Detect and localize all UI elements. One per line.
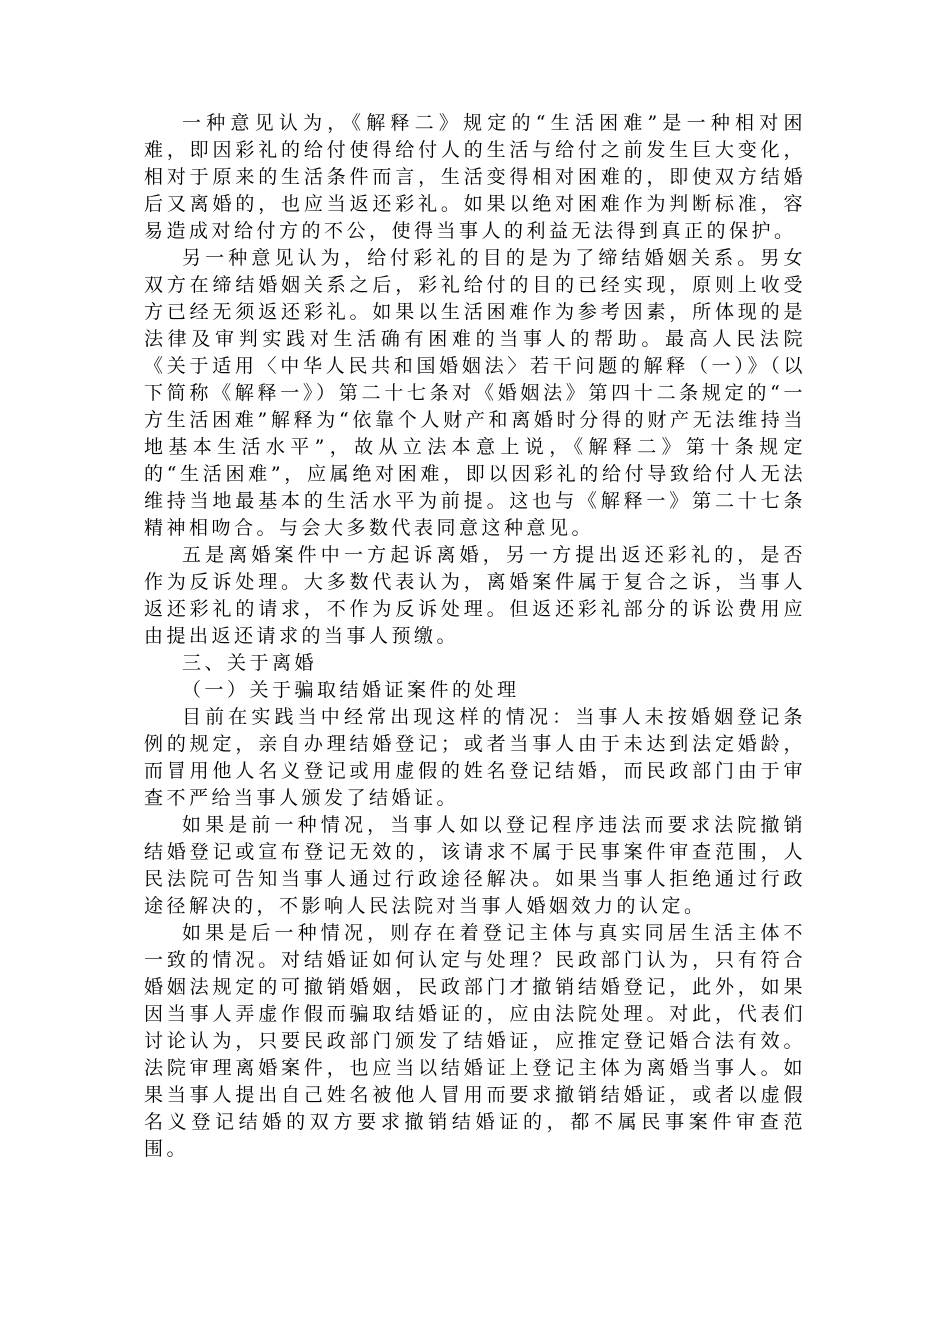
paragraph-practice-situation: 目前在实践当中经常出现这样的情况：当事人未按婚姻登记条例的规定，亲自办理结婚登记；或者当事人由于未达到法定婚龄，而冒用他人名义登记或用虚假的姓名登记结婚，而民政部门由于审查不严给当事人颁发了结婚证。: [144, 706, 806, 809]
document-page: [144, 110, 806, 1163]
paragraph-second-opinion: 另一种意见认为，给付彩礼的目的是为了缔结婚姻关系。男女双方在缔结婚姻关系之后，彩礼给付的目的已经实现，原则上收受方已经无须返还彩礼。如果以生活困难作为参考因素，所体现的是法律及审判实践对生活确有困难的当事人的帮助。最高人民法院《关于适用〈中华人民共和国婚姻法〉若干问题的解释（一）》（以下简称《解释一》）第二十七条对《婚姻法》第四十二条规定的“一方生活困难”解释为“依靠个人财产和离婚时分得的财产无法维持当地基本生活水平”，故从立法本意上说，《解释二》第十条规定的“生活困难”，应属绝对困难，即以因彩礼的给付导致给付人无法维持当地最基本的生活水平为前提。这也与《解释一》第二十七条精神相吻合。与会大多数代表同意这种意见。: [144, 247, 806, 539]
subsection-heading: （一）关于骗取结婚证案件的处理: [182, 679, 520, 701]
paragraph-first-case: 如果是前一种情况，当事人如以登记程序违法而要求法院撤销结婚登记或宣布登记无效的，该请求不属于民事案件审查范围，人民法院可告知当事人通过行政途径解决。如果当事人拒绝通过行政途径解决的，不影响人民法院对当事人婚姻效力的认定。: [144, 814, 806, 917]
paragraph-counterclaim: 五是离婚案件中一方起诉离婚，另一方提出返还彩礼的，是否作为反诉处理。大多数代表认为，离婚案件属于复合之诉，当事人返还彩礼的请求，不作为反诉处理。但返还彩礼部分的诉讼费用应由提出返还请求的当事人预缴。: [144, 544, 806, 647]
section-heading: 三、关于离婚: [182, 652, 318, 674]
paragraph-first-opinion: 一种意见认为，《解释二》规定的“生活困难”是一种相对困难，即因彩礼的给付使得给付人的生活与给付之前发生巨大变化，相对于原来的生活条件而言，生活变得相对困难的，即使双方结婚后又离婚的，也应当返还彩礼。如果以绝对困难作为判断标准，容易造成对给付方的不公，使得当事人的利益无法得到真正的保护。: [144, 112, 806, 242]
paragraph-second-case: 如果是后一种情况，则存在着登记主体与真实同居生活主体不一致的情况。对结婚证如何认定与处理？民政部门认为，只有符合婚姻法规定的可撤销婚姻，民政部门才撤销结婚登记，此外，如果因当事人弄虚作假而骗取结婚证的，应由法院处理。对此，代表们讨论认为，只要民政部门颁发了结婚证，应推定登记婚合法有效。法院审理离婚案件，也应当以结婚证上登记主体为离婚当事人。如果当事人提出自己姓名被他人冒用而要求撤销结婚证，或者以虚假名义登记结婚的双方要求撤销结婚证的，都不属民事案件审查范围。: [144, 922, 806, 1160]
